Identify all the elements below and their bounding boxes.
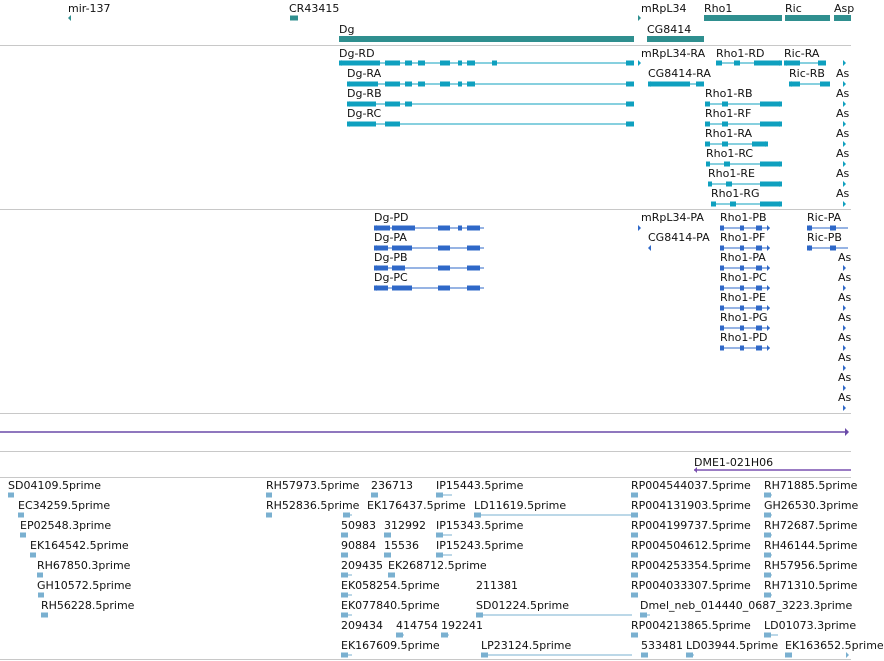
est-label[interactable]: 50983 bbox=[341, 519, 376, 532]
est-43-block[interactable] bbox=[764, 593, 771, 598]
transcript-label[interactable]: As bbox=[836, 167, 850, 180]
rho1-p0-exon[interactable] bbox=[720, 226, 724, 231]
rho1-rf-exon[interactable] bbox=[722, 122, 728, 127]
rho1-rd-exon[interactable] bbox=[754, 61, 782, 66]
dg-pc-exon[interactable] bbox=[467, 286, 480, 291]
rho1-p5-exon[interactable] bbox=[756, 326, 762, 331]
rho1-rg-exon[interactable] bbox=[730, 202, 736, 207]
rho1-p1-strand-arrow[interactable] bbox=[767, 245, 770, 251]
est-12-block[interactable] bbox=[474, 513, 481, 518]
transcript-label[interactable]: Dg-RC bbox=[347, 107, 382, 120]
est-36-block[interactable] bbox=[641, 653, 648, 658]
rho1-rb-exon[interactable] bbox=[722, 102, 728, 107]
est-label[interactable]: RH71885.5prime bbox=[764, 479, 858, 492]
est-30-block[interactable] bbox=[631, 533, 638, 538]
transcript-label[interactable]: Dg-RB bbox=[347, 87, 382, 100]
dg-ra-exon[interactable] bbox=[405, 82, 412, 87]
mrpl34-pa[interactable] bbox=[638, 225, 641, 231]
dg-pd-exon[interactable] bbox=[438, 226, 450, 231]
est-label[interactable]: EP02548.3prime bbox=[20, 519, 112, 532]
transcript-label[interactable]: Ric-PA bbox=[807, 211, 842, 224]
rho1-p3-exon[interactable] bbox=[740, 286, 744, 291]
rho1-rb-exon[interactable] bbox=[760, 102, 782, 107]
transcript-label[interactable]: Dg-PA bbox=[374, 231, 407, 244]
est-29-block[interactable] bbox=[631, 513, 638, 518]
est-label[interactable]: SD04109.5prime bbox=[8, 479, 101, 492]
est-23-block[interactable] bbox=[341, 613, 348, 618]
dg-rc-exon[interactable] bbox=[347, 122, 376, 127]
est-26-block[interactable] bbox=[341, 653, 348, 658]
est-6-block[interactable] bbox=[41, 613, 48, 618]
dg-rb-exon[interactable] bbox=[385, 102, 400, 107]
rho1-p2-exon[interactable] bbox=[756, 266, 762, 271]
genome-axis-arrow[interactable] bbox=[845, 428, 849, 436]
est-label[interactable]: 209434 bbox=[341, 619, 383, 632]
est-label[interactable]: RP004033307.5prime bbox=[631, 579, 751, 592]
rho1-p0-strand-arrow[interactable] bbox=[767, 225, 770, 231]
rho1-rc-exon[interactable] bbox=[724, 162, 730, 167]
est-24-block[interactable] bbox=[396, 633, 403, 638]
est-label[interactable]: EK163652.5prime bbox=[785, 639, 884, 652]
transcript-label[interactable]: Ric-PB bbox=[807, 231, 842, 244]
transcript-label[interactable]: mRpL34-PA bbox=[641, 211, 704, 224]
est-label[interactable]: IP15443.5prime bbox=[436, 479, 524, 492]
gene-label[interactable]: CG8414 bbox=[647, 23, 692, 36]
est-label[interactable]: RP004253354.5prime bbox=[631, 559, 751, 572]
rho1-p2-exon[interactable] bbox=[740, 266, 744, 271]
dg-ra-exon[interactable] bbox=[418, 82, 425, 87]
est-label[interactable]: 414754 bbox=[396, 619, 438, 632]
rho1-p6-exon[interactable] bbox=[720, 346, 724, 351]
est-22-block[interactable] bbox=[476, 613, 483, 618]
est-label[interactable]: LP23124.5prime bbox=[481, 639, 572, 652]
est-20-block[interactable] bbox=[388, 573, 395, 578]
rho1-p2-exon[interactable] bbox=[720, 266, 724, 271]
est-label[interactable]: LD11619.5prime bbox=[474, 499, 567, 512]
rho1-re-exon[interactable] bbox=[760, 182, 782, 187]
est-21-block[interactable] bbox=[341, 593, 348, 598]
est-39-block[interactable] bbox=[764, 513, 771, 518]
transcript-label[interactable]: Rho1-RG bbox=[711, 187, 760, 200]
transcript-label[interactable]: As bbox=[838, 291, 852, 304]
est-13-block[interactable] bbox=[341, 533, 348, 538]
transcript-label[interactable]: Rho1-PE bbox=[720, 291, 766, 304]
cg8414-ra-exon[interactable] bbox=[696, 82, 704, 87]
dg-pd-exon[interactable] bbox=[458, 226, 462, 231]
transcript-label[interactable]: As bbox=[838, 351, 852, 364]
gene-label[interactable]: Ric bbox=[785, 2, 802, 15]
est-label[interactable]: RH46144.5prime bbox=[764, 539, 858, 552]
transcript-label[interactable]: CG8414-RA bbox=[648, 67, 711, 80]
transcript-label[interactable]: Ric-RA bbox=[784, 47, 820, 60]
rho1-p5-exon[interactable] bbox=[720, 326, 724, 331]
rho1-p1-exon[interactable] bbox=[720, 246, 724, 251]
transcript-label[interactable]: As bbox=[838, 251, 852, 264]
est-label[interactable]: RP004504612.5prime bbox=[631, 539, 751, 552]
ric-rb-exon[interactable] bbox=[820, 82, 830, 87]
est-3-block[interactable] bbox=[30, 553, 36, 558]
est-5-block[interactable] bbox=[38, 593, 44, 598]
est-15-block[interactable] bbox=[436, 533, 443, 538]
ric-pb-exon[interactable] bbox=[830, 246, 836, 251]
rho1-rd-exon[interactable] bbox=[716, 61, 722, 66]
rho1-p5-exon[interactable] bbox=[740, 326, 744, 331]
transcript-label[interactable]: mRpL34-RA bbox=[641, 47, 706, 60]
dg-rd-exon[interactable] bbox=[385, 61, 400, 66]
rho1-p1-exon[interactable] bbox=[740, 246, 744, 251]
gene-cr43415[interactable] bbox=[290, 16, 298, 21]
est-label[interactable]: EK176437.5prime bbox=[367, 499, 466, 512]
rho1-p3-exon[interactable] bbox=[756, 286, 762, 291]
transcript-label[interactable]: As bbox=[836, 107, 850, 120]
gene-cg8414[interactable] bbox=[647, 36, 704, 42]
clone-label[interactable]: DME1-021H06 bbox=[694, 456, 774, 469]
transcript-label[interactable]: As bbox=[836, 127, 850, 140]
ric-pa-exon[interactable] bbox=[830, 226, 836, 231]
dg-rc-exon[interactable] bbox=[626, 122, 634, 127]
gene-label[interactable]: Dg bbox=[339, 23, 355, 36]
est-label[interactable]: 533481 bbox=[641, 639, 683, 652]
est-19-block[interactable] bbox=[341, 573, 348, 578]
transcript-label[interactable]: Dg-PD bbox=[374, 211, 409, 224]
gene-label[interactable]: CR43415 bbox=[289, 2, 340, 15]
rho1-p0-exon[interactable] bbox=[740, 226, 744, 231]
dg-pa-exon[interactable] bbox=[438, 246, 450, 251]
dg-rb-exon[interactable] bbox=[405, 102, 412, 107]
est-edge-arrow[interactable] bbox=[846, 652, 849, 658]
rho1-rb-exon[interactable] bbox=[705, 102, 710, 107]
dg-rb-exon[interactable] bbox=[347, 102, 376, 107]
est-label[interactable]: 312992 bbox=[384, 519, 426, 532]
gene-mrpl34[interactable] bbox=[638, 15, 641, 21]
dg-rd-exon[interactable] bbox=[467, 61, 475, 66]
gene-label[interactable]: Rho1 bbox=[704, 2, 733, 15]
gene-label[interactable]: Asp bbox=[834, 2, 855, 15]
est-27-block[interactable] bbox=[481, 653, 488, 658]
rho1-re-exon[interactable] bbox=[708, 182, 712, 187]
est-31-block[interactable] bbox=[631, 553, 638, 558]
dg-pc-exon[interactable] bbox=[438, 286, 450, 291]
est-label[interactable]: LD01073.3prime bbox=[764, 619, 857, 632]
mrpl34-ra[interactable] bbox=[638, 60, 641, 66]
dg-rd-exon[interactable] bbox=[626, 61, 634, 66]
rho1-p6-strand-arrow[interactable] bbox=[767, 345, 770, 351]
gene-ric[interactable] bbox=[785, 15, 830, 21]
rho1-p6-exon[interactable] bbox=[740, 346, 744, 351]
ric-ra-exon[interactable] bbox=[818, 61, 826, 66]
est-label[interactable]: IP15243.5prime bbox=[436, 539, 524, 552]
cg8414-ra-exon[interactable] bbox=[648, 82, 690, 87]
dg-ra-exon[interactable] bbox=[626, 82, 634, 87]
est-label[interactable]: RH56228.5prime bbox=[41, 599, 135, 612]
est-label[interactable]: EC34259.5prime bbox=[18, 499, 111, 512]
transcript-label[interactable]: As bbox=[836, 67, 850, 80]
est-44-block[interactable] bbox=[764, 633, 771, 638]
rho1-ra-exon[interactable] bbox=[722, 142, 728, 147]
est-10-block[interactable] bbox=[343, 513, 350, 518]
transcript-label[interactable]: Rho1-RD bbox=[716, 47, 765, 60]
asp-protein[interactable] bbox=[843, 405, 846, 411]
est-37-block[interactable] bbox=[686, 653, 693, 658]
est-label[interactable]: 192241 bbox=[441, 619, 483, 632]
est-label[interactable]: 90884 bbox=[341, 539, 376, 552]
transcript-label[interactable]: Rho1-PA bbox=[720, 251, 766, 264]
dg-pa-exon[interactable] bbox=[467, 246, 480, 251]
transcript-label[interactable]: Rho1-RE bbox=[708, 167, 755, 180]
gene-asp[interactable] bbox=[834, 15, 851, 21]
dg-rd-exon[interactable] bbox=[405, 61, 412, 66]
dg-rd-exon[interactable] bbox=[339, 61, 380, 66]
est-label[interactable]: 236713 bbox=[371, 479, 413, 492]
rho1-p4-exon[interactable] bbox=[740, 306, 744, 311]
est-label[interactable]: 209435 bbox=[341, 559, 383, 572]
est-18-block[interactable] bbox=[436, 553, 443, 558]
gene-dg[interactable] bbox=[339, 36, 634, 42]
rho1-ra-exon[interactable] bbox=[705, 142, 710, 147]
rho1-rd-exon[interactable] bbox=[734, 61, 740, 66]
rho1-p3-strand-arrow[interactable] bbox=[767, 285, 770, 291]
rho1-p1-exon[interactable] bbox=[756, 246, 762, 251]
est-label[interactable]: RP004213865.5prime bbox=[631, 619, 751, 632]
dg-ra-exon[interactable] bbox=[347, 82, 378, 87]
dg-ra-exon[interactable] bbox=[385, 82, 400, 87]
transcript-label[interactable]: Rho1-RC bbox=[706, 147, 754, 160]
est-35-block[interactable] bbox=[631, 633, 638, 638]
est-label[interactable]: EK164542.5prime bbox=[30, 539, 129, 552]
est-label[interactable]: EK077840.5prime bbox=[341, 599, 440, 612]
est-41-block[interactable] bbox=[764, 553, 771, 558]
est-label[interactable]: Dmel_neb_014440_0687_3223.3prime bbox=[640, 599, 853, 612]
rho1-p3-exon[interactable] bbox=[720, 286, 724, 291]
est-1-block[interactable] bbox=[18, 513, 24, 518]
est-38-block[interactable] bbox=[764, 493, 771, 498]
est-40-block[interactable] bbox=[764, 533, 771, 538]
dg-pd-exon[interactable] bbox=[467, 226, 480, 231]
dg-rd-exon[interactable] bbox=[458, 61, 462, 66]
dg-pb-exon[interactable] bbox=[467, 266, 480, 271]
transcript-label[interactable]: CG8414-PA bbox=[648, 231, 710, 244]
est-7-block[interactable] bbox=[266, 493, 272, 498]
est-label[interactable]: RH71310.5prime bbox=[764, 579, 858, 592]
est-0-block[interactable] bbox=[8, 493, 14, 498]
transcript-label[interactable]: Dg-PC bbox=[374, 271, 408, 284]
est-label[interactable]: LD03944.5prime bbox=[686, 639, 779, 652]
gene-mir137[interactable] bbox=[68, 15, 71, 21]
rho1-p4-exon[interactable] bbox=[756, 306, 762, 311]
est-33-block[interactable] bbox=[631, 593, 638, 598]
transcript-label[interactable]: Rho1-PG bbox=[720, 311, 768, 324]
est-45-block[interactable] bbox=[785, 653, 792, 658]
est-label[interactable]: RH52836.5prime bbox=[266, 499, 360, 512]
transcript-label[interactable]: As bbox=[838, 371, 852, 384]
est-label[interactable]: EK167609.5prime bbox=[341, 639, 440, 652]
transcript-label[interactable]: As bbox=[838, 331, 852, 344]
dg-ra-exon[interactable] bbox=[440, 82, 450, 87]
est-label[interactable]: RP004131903.5prime bbox=[631, 499, 751, 512]
est-25-block[interactable] bbox=[441, 633, 448, 638]
est-17-block[interactable] bbox=[384, 553, 391, 558]
gene-label[interactable]: mir-137 bbox=[68, 2, 111, 15]
est-label[interactable]: RH72687.5prime bbox=[764, 519, 858, 532]
transcript-label[interactable]: Rho1-PB bbox=[720, 211, 767, 224]
est-42-block[interactable] bbox=[764, 573, 771, 578]
dg-rd-exon[interactable] bbox=[440, 61, 450, 66]
transcript-label[interactable]: Rho1-PD bbox=[720, 331, 768, 344]
transcript-label[interactable]: Dg-RA bbox=[347, 67, 382, 80]
dg-rb-exon[interactable] bbox=[626, 102, 634, 107]
est-28-block[interactable] bbox=[631, 493, 638, 498]
rho1-p2-strand-arrow[interactable] bbox=[767, 265, 770, 271]
dg-ra-exon[interactable] bbox=[458, 82, 462, 87]
cg8414-pa[interactable] bbox=[648, 245, 651, 251]
transcript-label[interactable]: As bbox=[838, 391, 852, 404]
rho1-p4-exon[interactable] bbox=[720, 306, 724, 311]
transcript-label[interactable]: Rho1-PC bbox=[720, 271, 767, 284]
rho1-rc-exon[interactable] bbox=[706, 162, 710, 167]
transcript-label[interactable]: Rho1-PF bbox=[720, 231, 766, 244]
transcript-label[interactable]: As bbox=[838, 311, 852, 324]
dg-rd-exon[interactable] bbox=[418, 61, 425, 66]
est-label[interactable]: EK058254.5prime bbox=[341, 579, 440, 592]
est-label[interactable]: 211381 bbox=[476, 579, 518, 592]
dg-ra-exon[interactable] bbox=[467, 82, 475, 87]
est-label[interactable]: EK268712.5prime bbox=[388, 559, 487, 572]
est-34-block[interactable] bbox=[640, 613, 647, 618]
rho1-rc-exon[interactable] bbox=[760, 162, 782, 167]
transcript-label[interactable]: Dg-RD bbox=[339, 47, 375, 60]
est-9-block[interactable] bbox=[371, 493, 378, 498]
est-8-block[interactable] bbox=[266, 513, 272, 518]
transcript-label[interactable]: Dg-PB bbox=[374, 251, 408, 264]
rho1-rg-exon[interactable] bbox=[760, 202, 782, 207]
rho1-rf-exon[interactable] bbox=[705, 122, 710, 127]
rho1-re-exon[interactable] bbox=[726, 182, 732, 187]
est-label[interactable]: RH57956.5prime bbox=[764, 559, 858, 572]
dg-pa-exon[interactable] bbox=[392, 246, 412, 251]
asp-transcript[interactable] bbox=[843, 60, 846, 66]
dg-rc-exon[interactable] bbox=[385, 122, 400, 127]
est-label[interactable]: RP004199737.5prime bbox=[631, 519, 751, 532]
est-label[interactable]: GH10572.5prime bbox=[37, 579, 132, 592]
est-label[interactable]: GH26530.3prime bbox=[764, 499, 859, 512]
rho1-p6-exon[interactable] bbox=[756, 346, 762, 351]
transcript-label[interactable]: Rho1-RA bbox=[705, 127, 753, 140]
gene-label[interactable]: mRpL34 bbox=[641, 2, 687, 15]
est-label[interactable]: RP004544037.5prime bbox=[631, 479, 751, 492]
est-16-block[interactable] bbox=[341, 553, 348, 558]
dg-pc-exon[interactable] bbox=[392, 286, 412, 291]
est-label[interactable]: RH67850.3prime bbox=[37, 559, 131, 572]
transcript-label[interactable]: As bbox=[836, 147, 850, 160]
est-32-block[interactable] bbox=[631, 573, 638, 578]
est-label[interactable]: SD01224.5prime bbox=[476, 599, 569, 612]
transcript-label[interactable]: As bbox=[838, 271, 852, 284]
transcript-label[interactable]: As bbox=[836, 87, 850, 100]
est-14-block[interactable] bbox=[384, 533, 391, 538]
est-label[interactable]: RH57973.5prime bbox=[266, 479, 360, 492]
asp-transcript[interactable] bbox=[843, 201, 846, 207]
est-4-block[interactable] bbox=[37, 573, 43, 578]
rho1-rf-exon[interactable] bbox=[760, 122, 782, 127]
dg-rd-exon[interactable] bbox=[492, 61, 497, 66]
transcript-label[interactable]: Rho1-RF bbox=[705, 107, 752, 120]
est-label[interactable]: IP15343.5prime bbox=[436, 519, 524, 532]
est-label[interactable]: 15536 bbox=[384, 539, 419, 552]
rho1-p0-exon[interactable] bbox=[756, 226, 762, 231]
dg-pd-exon[interactable] bbox=[392, 226, 415, 231]
est-11-block[interactable] bbox=[436, 493, 443, 498]
transcript-label[interactable]: Ric-RB bbox=[789, 67, 825, 80]
rho1-p5-strand-arrow[interactable] bbox=[767, 325, 770, 331]
gene-rho1[interactable] bbox=[704, 15, 782, 21]
rho1-rg-exon[interactable] bbox=[711, 202, 716, 207]
transcript-label[interactable]: Rho1-RB bbox=[705, 87, 753, 100]
dg-pb-exon[interactable] bbox=[392, 266, 405, 271]
est-2-block[interactable] bbox=[20, 533, 26, 538]
dg-pb-exon[interactable] bbox=[438, 266, 450, 271]
transcript-label[interactable]: As bbox=[836, 187, 850, 200]
